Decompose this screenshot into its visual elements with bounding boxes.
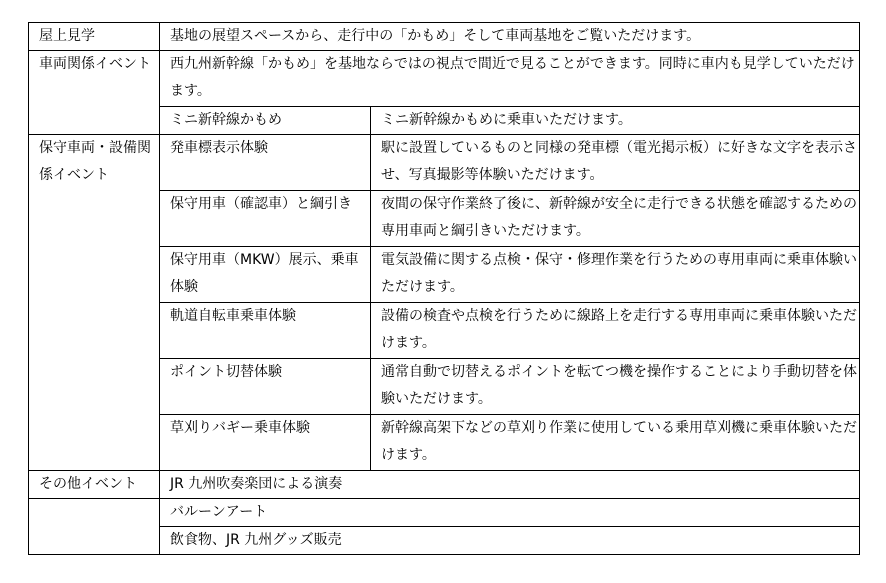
item-name-cell: 発車標表示体験 [160,135,371,191]
item-name-cell: 保守用車（確認車）と綱引き [160,191,371,247]
item-desc-cell: 夜間の保守作業終了後に、新幹線が安全に走行できる状態を確認するための専用車両と綱引きいただけます。 [371,191,860,247]
item-name-cell: 保守用車（MKW）展示、乗車体験 [160,247,371,303]
item-desc-cell: 新幹線高架下などの草刈り作業に使用している乗用草刈機に乗車体験いただけます。 [371,415,860,471]
category-cell: その他イベント [29,471,160,499]
events-table [28,22,860,555]
table-row [29,135,860,191]
item-name-cell: 草刈りバギー乗車体験 [160,415,371,471]
description-cell: 基地の展望スペースから、走行中の「かもめ」そして車両基地をご覧いただけます。 [160,23,860,51]
table-row-vehicle [29,51,860,107]
category-cell: 車両関係イベント [29,51,160,135]
category-cell: 保守車両・設備関係イベント [29,135,160,471]
item-desc-cell: ミニ新幹線かもめに乗車いただけます。 [371,107,860,135]
category-cell-empty [29,499,160,555]
item-name-cell: ポイント切替体験 [160,359,371,415]
item-desc-cell: 電気設備に関する点検・保守・修理作業を行うための専用車両に乗車体験いただけます。 [371,247,860,303]
other-item-cell: 飲食物、JR 九州グッズ販売 [160,527,860,555]
other-item-cell: バルーンアート [160,499,860,527]
table-row-other [29,471,860,499]
item-name-cell: 軌道自転車乗車体験 [160,303,371,359]
table-row-other [29,499,860,527]
item-desc-cell: 駅に設置しているものと同様の発車標（電光掲示板）に好きな文字を表示させ、写真撮影等体験いただけます。 [371,135,860,191]
description-cell: 西九州新幹線「かもめ」を基地ならではの視点で間近で見ることができます。同時に車内も見学していただけます。 [160,51,860,107]
table-row-rooftop [29,23,860,51]
category-cell: 屋上見学 [29,23,160,51]
other-item-cell: JR 九州吹奏楽団による演奏 [160,471,860,499]
item-desc-cell: 設備の検査や点検を行うために線路上を走行する専用車両に乗車体験いただけます。 [371,303,860,359]
item-desc-cell: 通常自動で切替えるポイントを転てつ機を操作することにより手動切替を体験いただけます。 [371,359,860,415]
item-name-cell: ミニ新幹線かもめ [160,107,371,135]
